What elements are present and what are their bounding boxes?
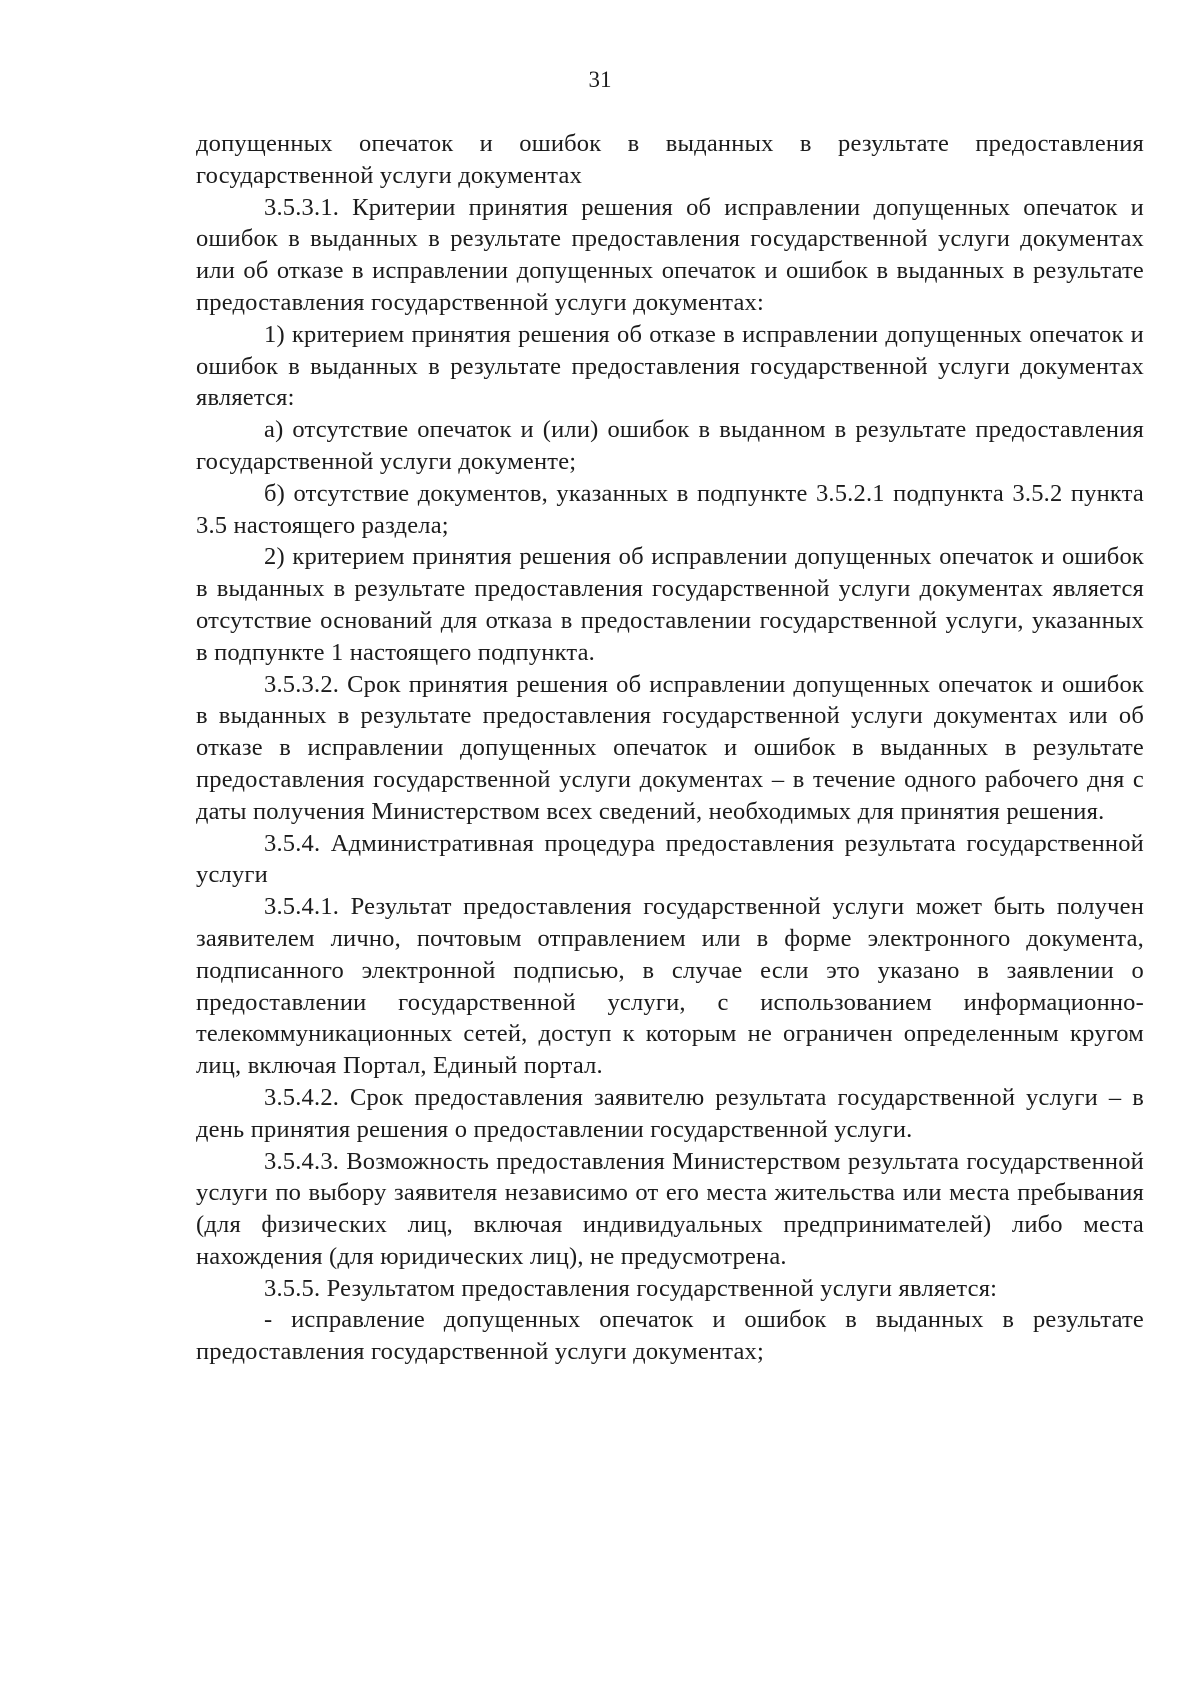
paragraph-3-5-4-2: 3.5.4.2. Срок предоставления заявителю результата государственной услуги – в день принятия решения о предоставлении государственной услуги. (196, 1083, 1144, 1143)
paragraph-3-5-4-1: 3.5.4.1. Результат предоставления государственной услуги может быть получен заявителем лично, почтовым отправлением или в форме электронного документа, подписанного электронной подписью, в случае если это указано в заявлении о предоставлении государственной услуги, с использованием информационно-телекоммуникационных сетей, доступ к которым не ограничен определенным кругом лиц, включая Портал, Единый портал. (196, 893, 1144, 1080)
paragraph-item-b: б) отсутствие документов, указанных в подпункте 3.5.2.1 подпункта 3.5.2 пункта 3.5 настоящего раздела; (196, 479, 1144, 539)
paragraph-3-5-5: 3.5.5. Результатом предоставления государственной услуги является: (264, 1274, 998, 1302)
paragraph-3-5-3-2: 3.5.3.2. Срок принятия решения об исправлении допущенных опечаток и ошибок в выданных в результате предоставления государственной услуги документах или об отказе в исправлении допущенных опечаток и ошибок в выданных в результате предоставления государственной услуги документах – в течение одного рабочего дня с даты получения Министерством всех сведений, необходимых для принятия решения. (196, 670, 1144, 825)
paragraph-3-5-3-1: 3.5.3.1. Критерии принятия решения об исправлении допущенных опечаток и ошибок в выданных в результате предоставления государственной услуги документах или об отказе в исправлении допущенных опечаток и ошибок в выданных в результате предоставления государственной услуги документах: (196, 193, 1144, 316)
paragraph-result-item: - исправление допущенных опечаток и ошибок в выданных в результате предоставления государственной услуги документах; (196, 1306, 1144, 1366)
paragraph-continuation: допущенных опечаток и ошибок в выданных в результате предоставления государственной услуги документах (196, 130, 1144, 189)
paragraph-item-a: а) отсутствие опечаток и (или) ошибок в выданном в результате предоставления государственной услуги документе; (196, 416, 1144, 475)
paragraph-3-5-4: 3.5.4. Административная процедура предоставления результата государственной услуги (196, 829, 1144, 889)
paragraph-criterion-2: 2) критерием принятия решения об исправлении допущенных опечаток и ошибок в выданных в результате предоставления государственной услуги документах является отсутствие оснований для отказа в предоставлении государственной услуги, указанных в подпункте 1 настоящего подпункта. (196, 543, 1144, 666)
paragraph-3-5-4-3: 3.5.4.3. Возможность предоставления Министерством результата государственной услуги по выбору заявителя независимо от его места жительства или места пребывания (для физических лиц, включая индивидуальных предпринимателей) либо места нахождения (для юридических лиц), не предусмотрена. (196, 1147, 1144, 1270)
page-number: 31 (588, 67, 612, 92)
paragraph-criterion-1: 1) критерием принятия решения об отказе в исправлении допущенных опечаток и ошибок в выданных в результате предоставления государственной услуги документах является: (196, 320, 1144, 412)
document-body (196, 128, 1144, 1368)
